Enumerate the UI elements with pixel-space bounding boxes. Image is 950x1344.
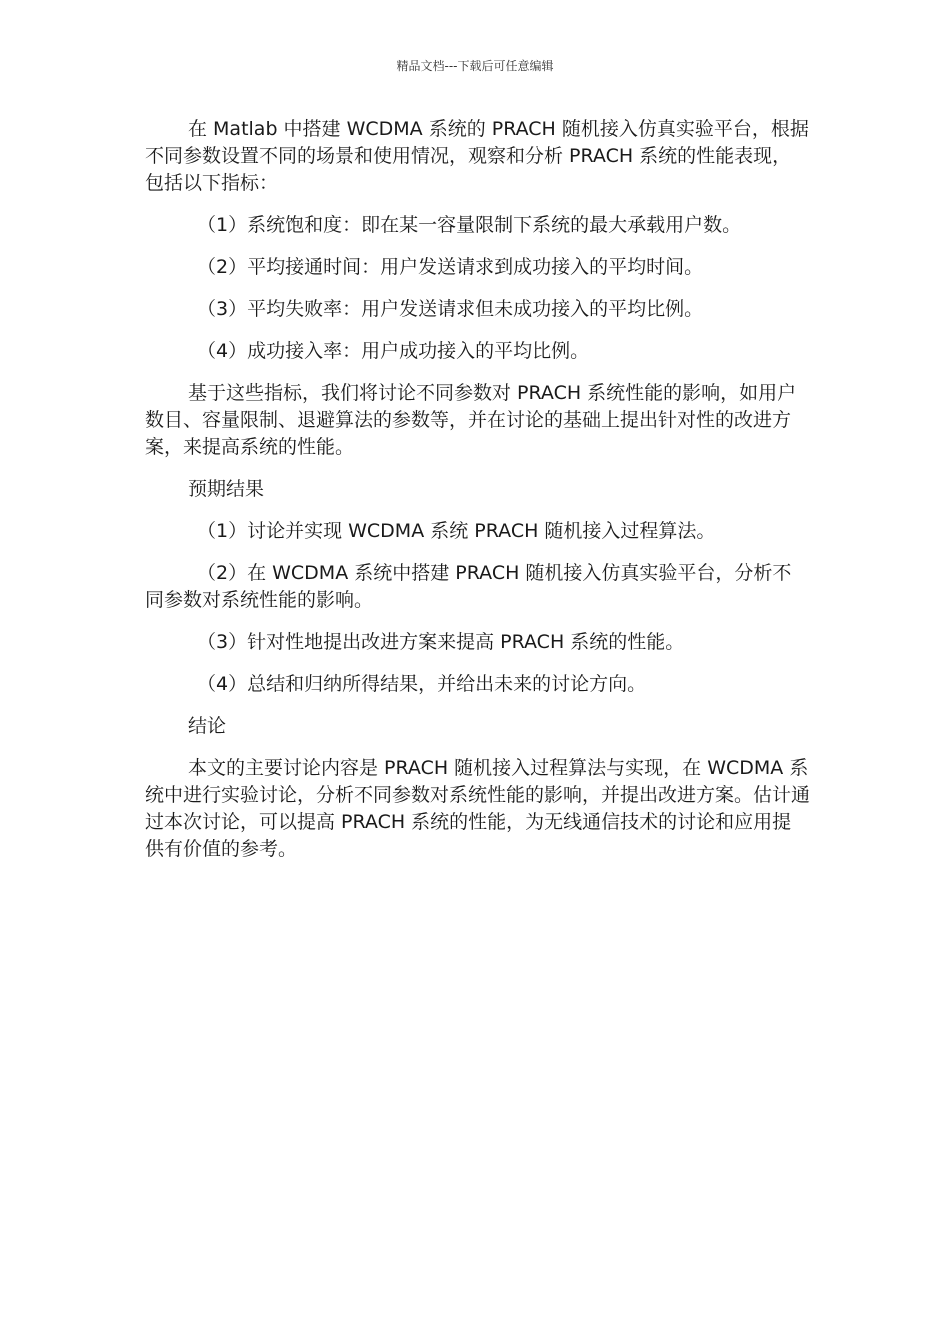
metric-item: （4）成功接入率：用户成功接入的平均比例。 [197, 340, 590, 362]
result-item: （4）总结和归纳所得结果，并给出未来的讨论方向。 [197, 673, 647, 695]
result-item: （1）讨论并实现 WCDMA 系统 PRACH 随机接入过程算法。 [197, 520, 716, 542]
result-item: （2）在 WCDMA 系统中搭建 PRACH 随机接入仿真实验平台，分析不同参数对系统性能的影响。 [145, 562, 792, 611]
conclusion-paragraph: 本文的主要讨论内容是 PRACH 随机接入过程算法与实现，在 WCDMA 系统中进行实验讨论，分析不同参数对系统性能的影响，并提出改进方案。估计通过本次讨论，可以提高 PRACH 系统的性能，为无线通信技术的讨论和应用提供有价值的参考。 [145, 757, 811, 860]
metric-item: （1）系统饱和度：即在某一容量限制下系统的最大承载用户数。 [197, 214, 742, 236]
document-body [145, 116, 810, 878]
result-item: （3）针对性地提出改进方案来提高 PRACH 系统的性能。 [197, 631, 685, 653]
page-header: 精品文档---下载后可任意编辑 [396, 59, 554, 73]
metric-item: （3）平均失败率：用户发送请求但未成功接入的平均比例。 [197, 298, 704, 320]
section-heading-conclusion: 结论 [188, 715, 227, 737]
section-heading-expected-results: 预期结果 [188, 478, 265, 500]
discussion-paragraph: 基于这些指标，我们将讨论不同参数对 PRACH 系统性能的影响，如用户数目、容量限制、退避算法的参数等，并在讨论的基础上提出针对性的改进方案，来提高系统的性能。 [145, 382, 797, 458]
intro-paragraph: 在 Matlab 中搭建 WCDMA 系统的 PRACH 随机接入仿真实验平台，根据不同参数设置不同的场景和使用情况，观察和分析 PRACH 系统的性能表现，包括以下指标： [145, 118, 809, 194]
metric-item: （2）平均接通时间：用户发送请求到成功接入的平均时间。 [197, 256, 704, 278]
